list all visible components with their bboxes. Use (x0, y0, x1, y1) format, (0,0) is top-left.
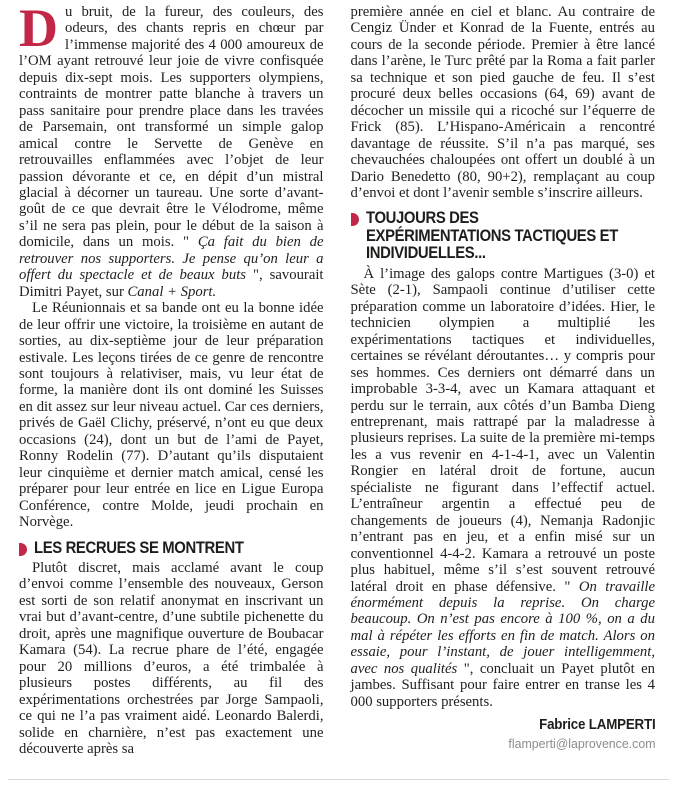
paragraph-5 (351, 266, 656, 710)
media-name: Canal + Sport. (127, 283, 217, 300)
section-title-recrues: LES RECRUES SE MONTRENT (34, 538, 244, 557)
bottom-rule (8, 779, 669, 780)
quote-attribution: ", savourait Dimitri Payet, sur (19, 267, 324, 300)
section-marker-icon (351, 213, 359, 226)
lead-text: u bruit, de la fureur, des couleurs, des odeurs, des chants repris en chœur par l’immense majorité des 4 000 amoureux de l’OM ayant retrouvé leur joie de vivre confisquée depuis dix-sept mois. Les supporters olympiens, contraints de montrer patte blanche à travers un pass sanitaire pour prendre place dans les travées de Parsemain, ont transformé un simple galop amical contre le Servette de Genève en retrouvailles enflammées avec l’objet de leur passion dévorante et ce, en dépit d’un mistral glacial à décorner un taureau. Une sorte d’avant-goût de ce que devrait être le Vélodrome, même s’il ne sera pas plein, pour le début de la saison à domicile, dans un mois. " (19, 4, 324, 251)
author-byline: Fabrice LAMPERTI (538, 717, 655, 734)
section-marker-icon (19, 543, 27, 556)
paragraph-3: Plutôt discret, mais acclamé avant le coup d’envoi comme l’ensemble des nouveaux, Gerson est sorti de son relatif anonymat en inscrivant un vrai but d’avant-centre, d’une subtile pichenette du droit, après une magnifique ouverture de Boubacar Kamara (54). La recrue phare de l’été, engagée pour 20 millions d’euros, a été trimbalée à plusieurs postes différents, au fil des expérimentations orchestrées par Jorge Sampaoli, ce qui ne l’a pas vraiment aidé. Leonardo Balerdi, solide en charnière, n’est pas exactement une découverte après sa (19, 560, 324, 757)
drop-cap: D (19, 0, 58, 58)
payet-closing-quote: On travaille énormément depuis la reprise. On charge beaucoup. On n’est pas encore à 100 %, on a du mal à répéter les efforts en fin de match. Alors on essaie, pour l’instant, de jouer intelligemment, avec nos qualités (350, 578, 656, 677)
paragraph-2: Le Réunionnais et sa bande ont eu la bonne idée de leur offrir une victoire, la troisième en autant de sorties, au dix-septième jour de leur préparation estivale. Les leçons tirées de ce genre de rencontre sont toujours à relativiser, mais, vu leur état de forme, la manière dont ils ont dominé les Suisses en dit assez sur leur niveau actuel. Car ces derniers, privés de Gaël Clichy, préservé, n’ont eu que deux occasions (24), dont un but de l’ami de Payet, Ronny Rodelin (77). D’autant qu’ils disputaient leur cinquième et dernier match amical, censé les préparer pour leur entrée en lice en Ligue Europa Conférence, contre Molde, jeudi prochain en Norvège. (19, 300, 324, 531)
lead-paragraph (19, 0, 324, 300)
left-column (19, 0, 324, 757)
paragraph-5-text: À l’image des galops contre Martigues (3-0) et Sète (2-1), Sampaoli continue d’utiliser cette préparation comme un laboratoire d’idées. Hier, le technicien olympien a multiplié les expérimentations tactiques et individuelles, certaines se révélant déroutantes… y compris pour ses hommes. Ces derniers ont démarré dans un improbable 3-3-4, avec un Kamara attaquant et perdu sur le terrain, aux côtés d’un Bamba Dieng entreprenant, mais rattrapé par la maladresse à plusieurs reprises. La suite de la première mi-temps les a vus revenir en 4-1-4-1, avec un Valentin Rongier en latéral droit de fortune, aucun spécialiste ne figurant dans l’effectif actuel. L’entraîneur argentin a effectué peu de changements de joueurs (4), Nemanja Radonjic n’entrant pas en jeu, et a enfin misé sur un conventionnel 4-4-2. Kamara a retrouvé un poste plus habituel, même s’il s’est souvent retrouvé latéral droit en phase défensive. " (350, 265, 655, 595)
section-header-recrues (19, 540, 324, 558)
section-header-experimentations (351, 210, 656, 263)
section-title-experimentations: TOUJOURS DES EXPÉRIMENTATIONS TACTIQUES ET INDIVIDUELLES... (365, 209, 618, 263)
closing-text: ", concluait un Payet plutôt en jambes. Suffisant pour faire entrer en transe les 4 000 supporters présents. (350, 660, 656, 710)
right-column (351, 4, 656, 757)
payet-quote: Ça fait du bien de retrouver nos supporters. Je pense qu’on leur a offert du spectacle et de beaux buts (19, 234, 324, 284)
paragraph-4: première année en ciel et blanc. Au contraire de Cengiz Ünder et Konrad de la Fuente, entrés au cours de la seconde période. Premier à être lancé dans l’arène, le Turc prêté par la Roma a fait parler sa technique et son pied gauche de feu. Il s’est procuré deux belles occasions (64, 69) avant de décocher un missile qui a ricoché sur l’équerre de Frick (85). L’Hispano-Américain a rencontré davantage de réussite. S’il n’a pas marqué, ses chevauchées chaloupées ont offert un doublé à un Dario Benedetto (80, 90+2), remplaçant au coup d’envoi et dont l’avenir semble s’inscrire ailleurs. (350, 4, 655, 201)
author-email: flamperti@laprovence.com (507, 736, 655, 752)
